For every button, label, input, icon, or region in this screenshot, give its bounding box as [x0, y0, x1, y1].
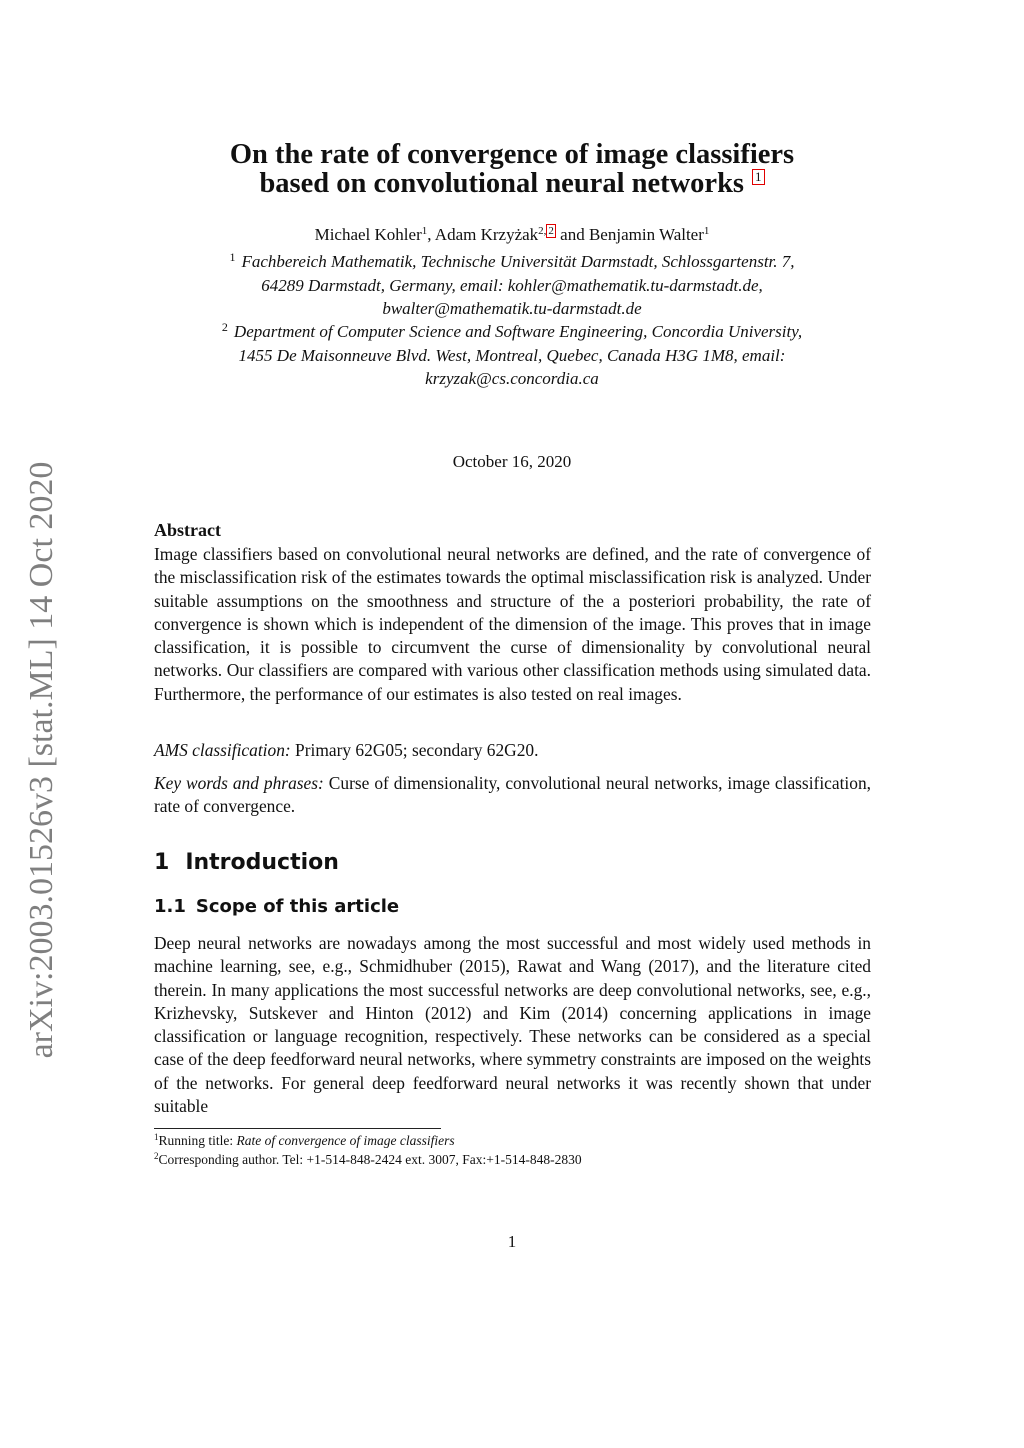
affiliation-2 [150, 316, 874, 391]
author-name: Michael Kohler [314, 225, 422, 244]
keywords [154, 772, 871, 819]
affiliation-1 [150, 246, 874, 321]
abstract-text: Image classifiers based on convolutional neural networks are defined, and the rate of convergence of the misclassification risk of the estimates towards the optimal misclassification risk is analyzed. Under suitable assumptions on the smoothness and structure of the a posteriori probability, the rate of convergence is shown which is independent of the dimension of the image. This proves that in image classification, it is possible to circumvent the curse of dimensionality by convolutional neural networks. Our classifiers are compared with various other classification methods using simulated data. Furthermore, the performance of our estimates is also tested on real images. [154, 544, 871, 704]
page-number: 1 [507, 1232, 517, 1251]
title-line-2: based on convolutional neural networks [259, 168, 745, 199]
footnote-label: Running title: [158, 1133, 237, 1148]
paper-title [150, 140, 874, 198]
footnote-divider [154, 1128, 441, 1129]
author-affiliation-sup: 1 [421, 225, 428, 237]
author-affiliation-sup [538, 224, 556, 238]
ams-classification [154, 739, 871, 762]
footnote-label: Corresponding author. Tel: +1-514-848-2424 ext. 3007, Fax:+1-514-848-2830 [158, 1152, 582, 1167]
affiliation-number: 2 [221, 320, 228, 334]
subsection-title: Scope of this article [195, 896, 400, 917]
subsection-heading-scope [154, 896, 399, 917]
affiliation-line: Fachbereich Mathematik, Technische Universität Darmstadt, Schlossgartenstr. 7, [241, 252, 795, 271]
title-footnote-link[interactable]: 1 [752, 169, 765, 185]
paper-date: October 16, 2020 [452, 452, 572, 471]
affiliation-line: 64289 Darmstadt, Germany, email: kohler@mathematik.tu-darmstadt.de, [261, 275, 763, 295]
section-heading-introduction [154, 850, 339, 875]
section-number: 1 [154, 850, 170, 875]
author-separator: , [427, 225, 435, 244]
author-list [150, 223, 874, 247]
footnote-marker: 2 [154, 1151, 159, 1161]
affiliation-line: 1455 De Maisonneuve Blvd. West, Montreal, Quebec, Canada H3G 1M8, email: [238, 345, 786, 365]
footnote-running-title: Rate of convergence of image classifiers [236, 1133, 455, 1148]
affiliation-line: bwalter@mathematik.tu-darmstadt.de [382, 299, 642, 318]
author-affiliation-sup: 1 [703, 225, 710, 237]
affiliation-number: 1 [229, 250, 236, 264]
affiliation-line: krzyzak@cs.concordia.ca [425, 369, 599, 388]
keywords-label: Key words and phrases: [154, 773, 324, 793]
footnote-1 [154, 1132, 871, 1150]
affiliation-line: Department of Computer Science and Software Engineering, Concordia University, [233, 322, 803, 341]
title-line-1: On the rate of convergence of image classifiers [229, 139, 795, 170]
ams-label: AMS classification: [154, 740, 291, 760]
author-affiliation-sup-number: 2, [538, 225, 547, 237]
corresponding-author-footnote-link[interactable]: 2 [548, 225, 554, 237]
intro-paragraph: Deep neural networks are nowadays among the most successful and most widely used methods in machine learning, see, e.g., Schmidhuber (2015), Rawat and Wang (2017), and the literature cited therein. In many applications the most successful networks are deep convolutional networks, see, e.g., Krizhevsky, Sutskever and Hinton (2012) and Kim (2014) concerning applications in image classification or language recognition, respectively. These networks can be considered as a special case of the deep feedforward neural networks, where symmetry constraints are imposed on the weights of the networks. For general deep feedforward neural networks it was recently shown that under suitable [154, 933, 871, 1117]
footnote-marker: 1 [154, 1132, 159, 1142]
author-name: Benjamin Walter [588, 225, 704, 244]
abstract-heading: Abstract [154, 520, 221, 540]
author-name: Adam Krzyżak [434, 225, 539, 244]
ams-text: Primary 62G05; secondary 62G20. [290, 740, 539, 760]
footnote-2 [154, 1151, 871, 1169]
author-separator: and [555, 225, 589, 244]
subsection-number: 1.1 [154, 896, 186, 917]
arxiv-side-stamp: arXiv:2003.01526v3 [stat.ML] 14 Oct 2020 [23, 461, 60, 1059]
keywords-text: Curse of dimensionality, convolutional neural networks, image classification, rate of convergence. [154, 773, 871, 817]
section-title: Introduction [185, 850, 339, 875]
